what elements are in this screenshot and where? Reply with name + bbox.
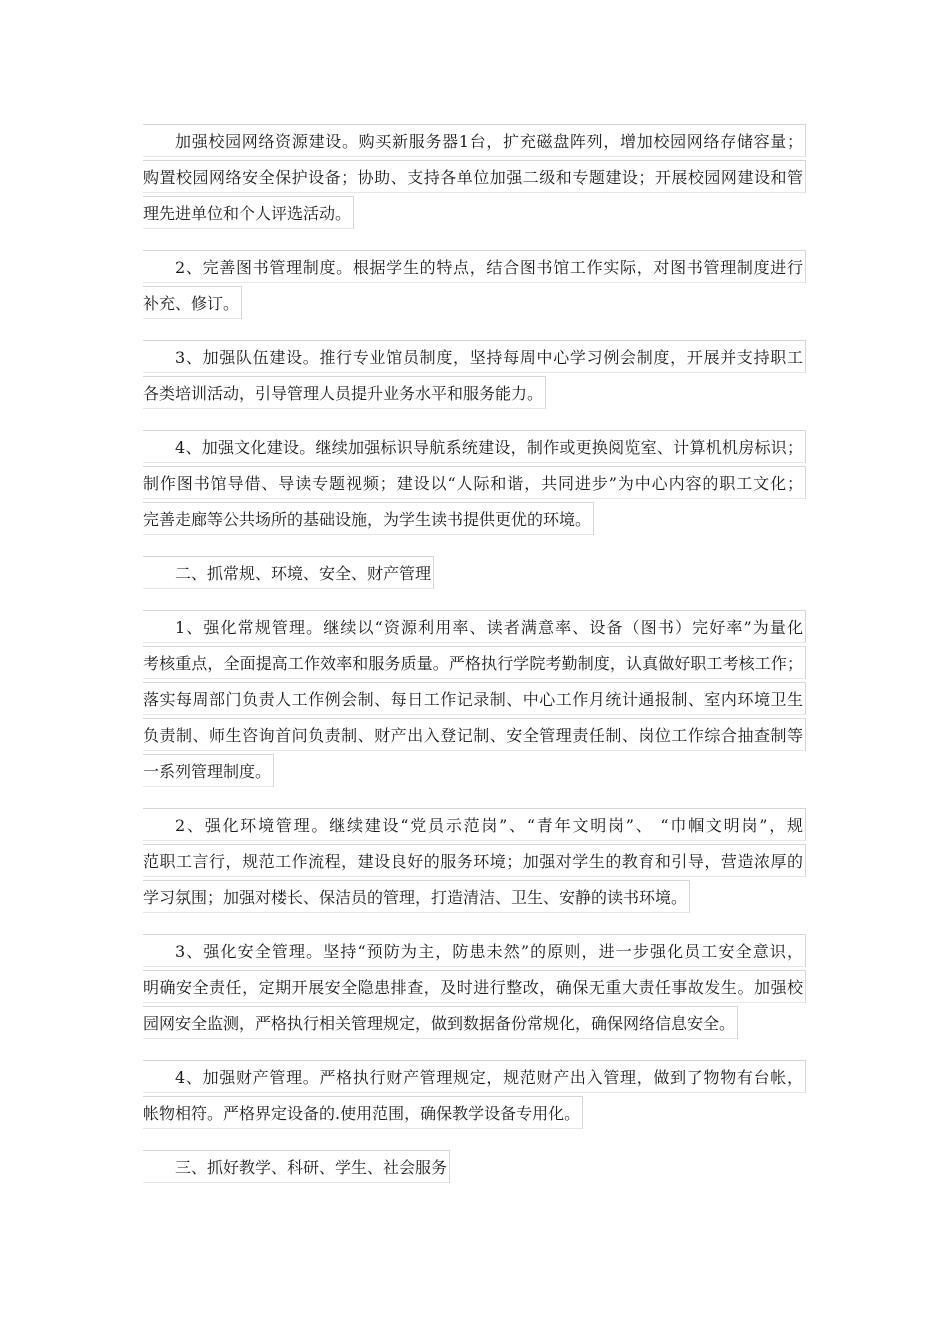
section-heading-two: [143, 556, 806, 592]
paragraph-library-rules: [143, 250, 806, 322]
text-line: 完善走廊等公共场所的基础设施，为学生读书提供更优的环境。: [143, 502, 806, 538]
text-line: 补充、修订。: [143, 286, 806, 322]
paragraph-team-building: [143, 340, 806, 412]
text-line: 明确安全责任，定期开展安全隐患排查，及时进行整改，确保无重大责任事故发生。加强校: [143, 970, 806, 1006]
text-line: 加强校园网络资源建设。购买新服务器1台，扩充磁盘阵列，增加校园网络存储容量；: [143, 124, 806, 160]
paragraph-safety-management: [143, 934, 806, 1042]
text-line: 2、强化环境管理。继续建设“党员示范岗”、“青年文明岗”、 “巾帼文明岗”，规: [143, 808, 806, 844]
text-line: 理先进单位和个人评选活动。: [143, 196, 806, 232]
text-line: 范职工言行，规范工作流程，建设良好的服务环境；加强对学生的教育和引导，营造浓厚的: [143, 844, 806, 880]
heading-line: 二、抓常规、环境、安全、财产管理: [143, 556, 806, 592]
text-line: 制作图书馆导借、导读专题视频；建设以“人际和谐，共同进步”为中心内容的职工文化；: [143, 466, 806, 502]
text-line: 3、加强队伍建设。推行专业馆员制度，坚持每周中心学习例会制度，开展并支持职工: [143, 340, 806, 376]
section-heading-three: [143, 1150, 806, 1186]
text-line: 学习氛围；加强对楼长、保洁员的管理，打造清洁、卫生、安静的读书环境。: [143, 880, 806, 916]
text-line: 考核重点，全面提高工作效率和服务质量。严格执行学院考勤制度，认真做好职工考核工作；: [143, 646, 806, 682]
text-line: 园网安全监测，严格执行相关管理规定，做到数据备份常规化，确保网络信息安全。: [143, 1006, 806, 1042]
text-line: 4、加强财产管理。严格执行财产管理规定，规范财产出入管理，做到了物物有台帐，: [143, 1060, 806, 1096]
paragraph-network-resources: [143, 124, 806, 232]
document-body: [143, 124, 806, 1204]
paragraph-property-management: [143, 1060, 806, 1132]
text-line: 各类培训活动，引导管理人员提升业务水平和服务能力。: [143, 376, 806, 412]
text-line: 帐物相符。严格界定设备的.使用范围，确保教学设备专用化。: [143, 1096, 806, 1132]
text-line: 落实每周部门负责人工作例会制、每日工作记录制、中心工作月统计通报制、室内环境卫生: [143, 682, 806, 718]
paragraph-environment-management: [143, 808, 806, 916]
paragraph-routine-management: [143, 610, 806, 790]
text-line: 1、强化常规管理。继续以“资源利用率、读者满意率、设备（图书）完好率”为量化: [143, 610, 806, 646]
text-line: 负责制、师生咨询首问负责制、财产出入登记制、安全管理责任制、岗位工作综合抽查制等: [143, 718, 806, 754]
text-line: 3、强化安全管理。坚持“预防为主，防患未然”的原则，进一步强化员工安全意识，: [143, 934, 806, 970]
text-line: 4、加强文化建设。继续加强标识导航系统建设，制作或更换阅览室、计算机机房标识；: [143, 430, 806, 466]
heading-line: 三、抓好教学、科研、学生、社会服务: [143, 1150, 806, 1186]
paragraph-culture-building: [143, 430, 806, 538]
text-line: 购置校园网络安全保护设备；协助、支持各单位加强二级和专题建设；开展校园网建设和管: [143, 160, 806, 196]
text-line: 2、完善图书管理制度。根据学生的特点，结合图书馆工作实际，对图书管理制度进行: [143, 250, 806, 286]
text-line: 一系列管理制度。: [143, 754, 806, 790]
